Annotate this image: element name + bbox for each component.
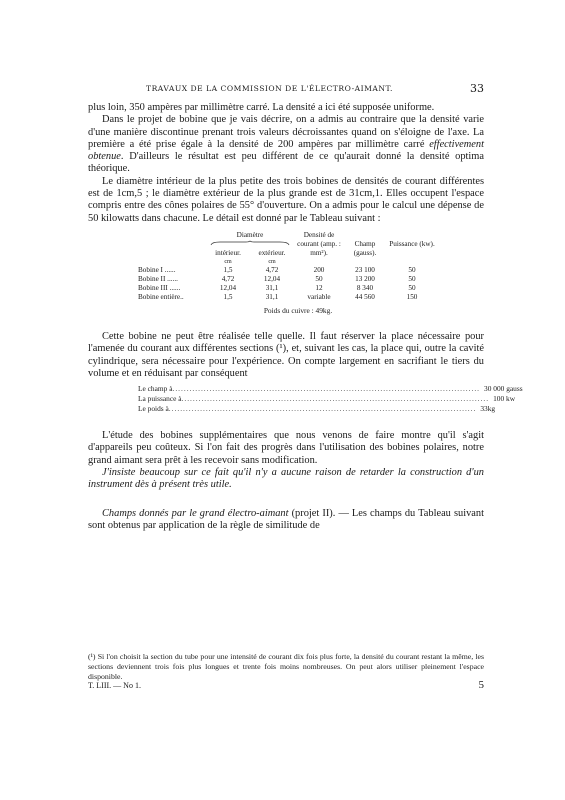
- page-header: [88, 84, 484, 98]
- paragraph: plus loin, 350 ampères par millimètre carré. La densité a ici été supposée uniforme.: [88, 102, 435, 113]
- coil-table: [138, 231, 438, 315]
- table-row: Bobine entière.. 1,5 31,1 variable 44 560 150: [138, 292, 418, 301]
- dot-leader: ............................................................................................................: [181, 394, 490, 404]
- table-header-cell: [138, 246, 206, 258]
- summary-list: [138, 384, 523, 414]
- page-number: 33: [470, 82, 484, 95]
- emphasis: J'insiste beaucoup sur ce fait qu'il n'y a aucune raison de retarder la construction d'un instrument dès à présent très utile.: [88, 467, 484, 491]
- signature-mark: 5: [478, 679, 484, 691]
- paragraph: Dans le projet de bobine que je vais décrire, on a admis au contraire que la densité varie d'une manière discontinue prenant trois valeurs décroissantes quand on s'éloigne de l'axe. La première a été prise égale à la densité de 200 ampères par millimètre carré effectivement obtenue. D'ailleurs le résultat est peu différent de ce qu'aurait donné la densité optima théorique.: [88, 114, 484, 175]
- dot-leader: ............................................................................................................: [168, 404, 477, 414]
- running-title: TRAVAUX DE LA COMMISSION DE L'ÉLECTRO-AIMANT.: [146, 84, 393, 93]
- paragraph: Cette bobine ne peut être réalisée telle quelle. Il faut réserver la place nécessaire pour l'amenée du courant aux différentes sections (¹), et, suivant les cas, la place qui, outre la cavité cylindrique, sera nécessaire pour l'expérience. On compte largement en sacrifiant le tiers du volume et en réduisant par conséquent: [88, 330, 484, 379]
- dot-leader: ............................................................................................................: [172, 384, 481, 394]
- table-header-cell: intérieur.: [215, 248, 241, 257]
- table-row: Bobine III ...... 12,04 31,1 12 8 340 50: [138, 283, 416, 292]
- section-heading: Champs donnés par le grand électro-aimant: [102, 507, 289, 519]
- table-header-cell: extérieur.: [258, 248, 286, 257]
- paragraph: L'étude des bobines supplémentaires que nous venons de faire montre qu'il s'agit d'appareils peu coûteux. Si l'on fait des progrès dans l'utilisation des bobines polaires, notre grand aimant sera prêt à les recevoir sans modification.: [88, 430, 484, 466]
- emphasis: effectivement obtenue: [88, 138, 484, 163]
- table-units-row: [138, 258, 438, 266]
- table-group-header: Diamètre: [236, 230, 264, 239]
- paragraph: Le diamètre intérieur de la plus petite des trois bobines de densités de courant différentes est de 1cm,5 ; le diamètre extérieur de la plus grande est de 31cm,1. Elles occupent l'espace compris entre des cônes polaires de 55° d'ouverture. On a admis pour le calcul une dépense de 50 kilowatts dans chacune. Le détail est donné par le Tableau suivant :: [88, 175, 484, 224]
- brace-line: [210, 241, 290, 246]
- unit-label: cm: [224, 258, 232, 265]
- paragraph: Champs donnés par le grand électro-aimant (projet II). — Les champs du Tableau suivant sont obtenus par application de la règle de similitude de: [88, 507, 484, 531]
- summary-line: Le poids à ............................................................................................................ 33kg: [138, 404, 496, 414]
- volume-reference: T. LIII. — No 1.: [88, 681, 141, 690]
- summary-line: Le champ à ............................................................................................................ 30 000 gauss: [138, 384, 523, 394]
- paragraph: [88, 467, 484, 492]
- table-total: Poids du cuivre : 49kg.: [263, 305, 333, 315]
- table-header-cell: Puissance (kw).: [389, 239, 435, 248]
- table-header-cell: Champ (gauss).: [353, 239, 377, 257]
- footnote: (¹) Si l'on choisit la section du tube pour une intensité de courant dix fois plus forte, la densité du courant restant la même, les sections deviennent trois fois plus longues et trente fois moins nombreuses. On peut alors utiliser pleinement l'espace disponible.: [88, 652, 484, 681]
- body-text: [88, 102, 523, 532]
- table-header-cell: Densité de courant (amp. : mm²).: [297, 230, 341, 257]
- unit-label: cm: [268, 258, 276, 265]
- table-row: Bobine II ...... 4,72 12,04 50 13 200 50: [138, 274, 416, 283]
- summary-line: La puissance à ............................................................................................................ 100 kw: [138, 394, 516, 404]
- page-footer: [88, 679, 484, 691]
- table-row: Bobine I ...... 1,5 4,72 200 23 100 50: [138, 265, 416, 274]
